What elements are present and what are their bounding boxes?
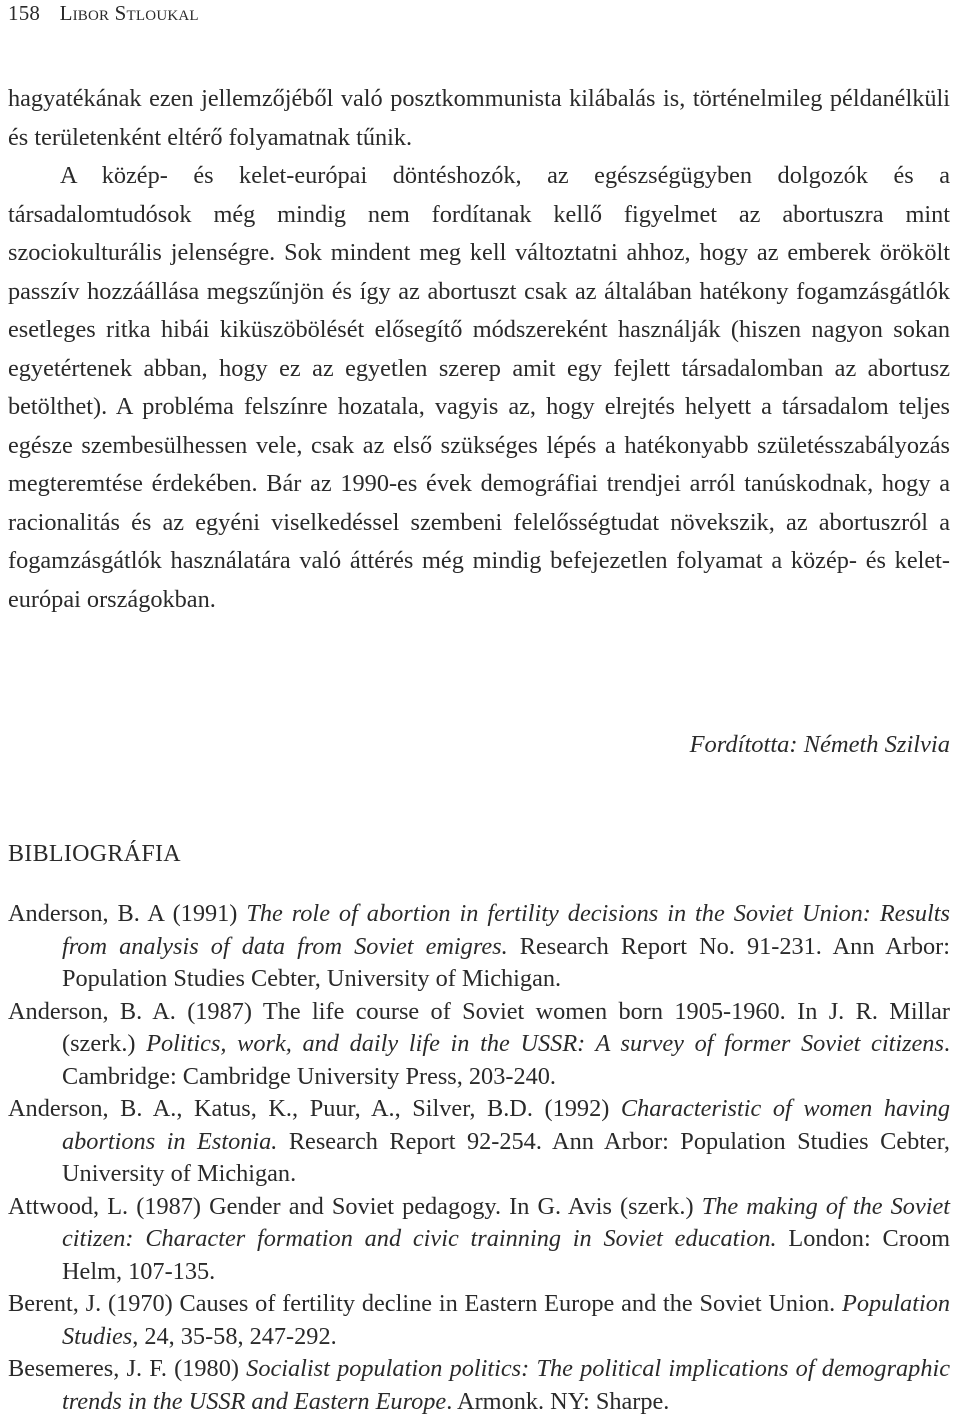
entry-text: Research Report No. 91-231. Ann Arbor: Population Studies Cebter, University of Michigan. — [62, 932, 950, 992]
entry-title: Characteristic of women having abortions in Estonia. — [62, 1095, 950, 1155]
entry-text: Besemeres, J. F. (1980) — [8, 1355, 247, 1382]
entry-text: Anderson, B. A (1991) — [8, 900, 247, 927]
entry-text: Anderson, B. A. (1987) The life course of Soviet women born 1905-1960. In J. R. Millar (szerk.) — [8, 997, 950, 1057]
running-head-author: Libor Stloukal — [59, 1, 199, 25]
entry-title: Population Studies — [62, 1290, 950, 1350]
entry-text: Anderson, B. A., Katus, K., Puur, A., Silver, B.D. (1992) — [8, 1095, 621, 1122]
bibliography-heading: BIBLIOGRÁFIA — [8, 841, 181, 867]
bibliography-entry — [8, 898, 950, 996]
entry-title: The role of abortion in fertility decisions in the Soviet Union: Results from analysis of data from Soviet emigres. — [62, 900, 951, 960]
body-paragraph: A közép- és kelet-európai döntéshozók, az egészségügyben dolgozók és a társadalomtudósok még mindig nem fordítanak kellő figyelmet az abortuszra mint szociokulturális jelenségre. Sok mindent meg kell változtatni ahhoz, hogy az emberek örökölt passzív hozzáállása megszűnjön és így az abortuszt csak az általában hatékony fogamzásgátlók esetleges ritka hibái kiküszöbölését elősegítő módszereként használják (hiszen nagyon sokan egyetértenek abban, hogy ez az egyetlen szerep amit egy fejlett társadalomban az abortusz betölthet). A probléma felszínre hozatala, vagyis az, hogy elrejtés helyett a társadalom teljes egésze szembesülhessen vele, csak az első szükséges lépés a hatékonyabb születésszabályozás megteremtése érdekében. Bár az 1990-es évek demográfiai trendjei arról tanúskodnak, hogy a racionalitás és az egyéni viselkedéssel szembeni felelősségtudat növekszik, az abortuszról a fogamzásgátlók használatára való áttérés még mindig befejezetlen folyamat a közép- és kelet-európai országokban. — [8, 162, 950, 613]
entry-text: Attwood, L. (1987) Gender and Soviet pedagogy. In G. Avis (szerk.) — [8, 1192, 702, 1220]
body-text — [8, 80, 950, 619]
entry-text: London: Croom Helm, 107-135. — [62, 1225, 950, 1285]
bibliography-entry — [8, 1353, 950, 1418]
page-number: 158 — [8, 1, 41, 25]
translator-credit: Fordította: Németh Szilvia — [689, 731, 950, 758]
bibliography-entry — [8, 1093, 950, 1191]
bibliography-entry — [8, 1288, 950, 1353]
running-head — [8, 0, 199, 26]
bibliography-entry — [8, 1191, 950, 1289]
body-paragraph: hagyatékának ezen jellemzőjéből való posztkommunista kilábalás is, történelmileg példanélküli és területenként eltérő folyamatnak tűnik. — [8, 85, 950, 151]
entry-text: Research Report 92-254. Ann Arbor: Population Studies Cebter, University of Michigan. — [62, 1127, 950, 1187]
entry-title: Socialist population politics: The political implications of demographic trends in the USSR and Eastern Europe — [62, 1355, 951, 1415]
entry-text: . Cambridge: Cambridge University Press, 203-240. — [62, 1030, 950, 1090]
entry-text: Berent, J. (1970) Causes of fertility decline in Eastern Europe and the Soviet Union. — [8, 1290, 843, 1317]
bibliography-entry — [8, 996, 950, 1094]
entry-title: The making of the Soviet citizen: Character formation and civic trainning in Soviet education. — [62, 1192, 951, 1252]
bibliography-list — [8, 898, 950, 1418]
entry-text: , 24, 35-58, 247-292. — [132, 1322, 337, 1350]
entry-title: Politics, work, and daily life in the USSR: A survey of former Soviet citizens — [146, 1030, 944, 1057]
entry-text: . Armonk. NY: Sharpe. — [446, 1387, 670, 1415]
